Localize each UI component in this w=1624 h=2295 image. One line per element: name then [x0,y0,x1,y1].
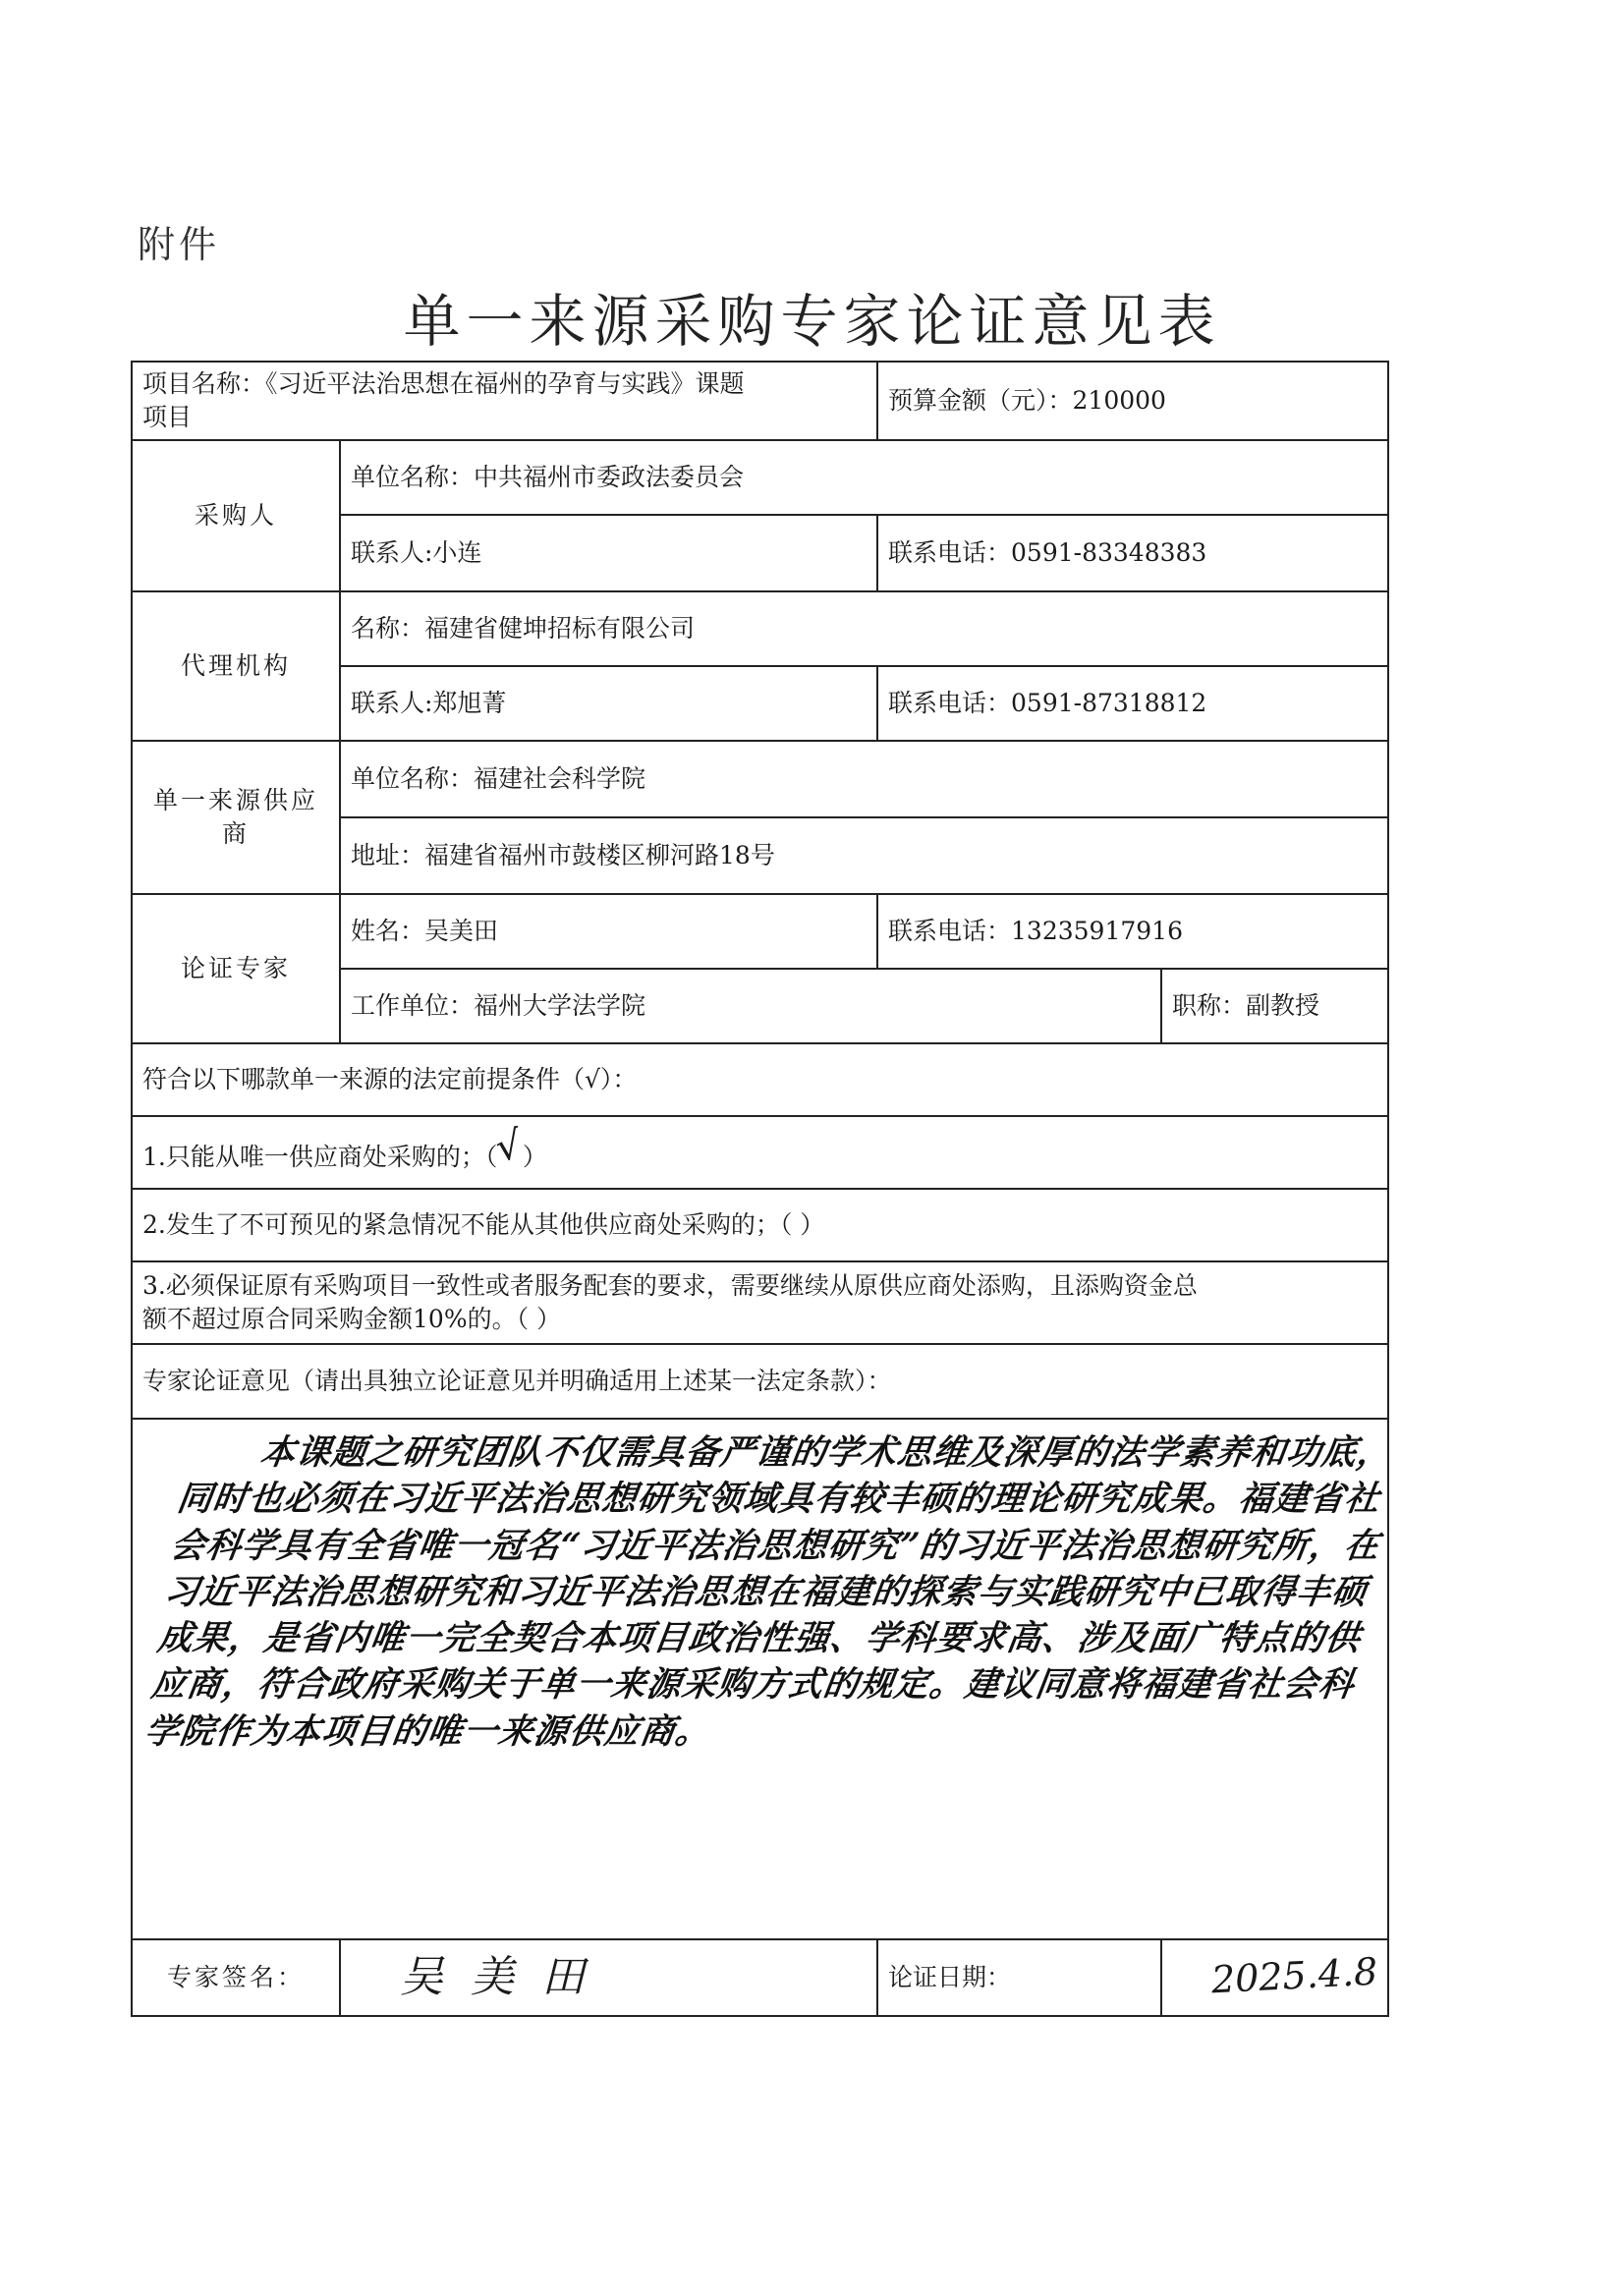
conditions-header: 符合以下哪款单一来源的法定前提条件（√）： [132,1043,1388,1116]
attachment-label: 附件 [138,223,221,266]
purchaser-unit: 单位名称：中共福州市委政法委员会 [340,440,1388,515]
agency-label: 代理机构 [132,591,340,741]
date-label: 论证日期： [877,1939,1161,2016]
date-cell [1161,1939,1388,2016]
agency-name: 名称：福建省健坤招标有限公司 [340,591,1388,666]
purchaser-phone: 联系电话：0591-83348383 [877,515,1388,591]
condition-3: 3.必须保证原有采购项目一致性或者服务配套的要求，需要继续从原供应商处添购，且添购资金总 额不超过原合同采购金额10%的。（ ） [132,1261,1388,1344]
purchaser-contact: 联系人:小连 [340,515,877,591]
condition-1: 1.只能从唯一供应商处采购的；（√） [132,1116,1388,1189]
opinion-header: 专家论证意见（请出具独立论证意见并明确适用上述某一法定条款）： [132,1344,1388,1419]
expert-workplace: 工作单位：福州大学法学院 [340,969,1161,1043]
expert-name: 姓名：吴美田 [340,894,877,969]
opinion-text: 本课题之研究团队不仅需具备严谨的学术思维及深厚的法学素养和功底，同时也必须在习近平法治思想研究领域具有较丰硕的理论研究成果。福建省社会科学具有全省唯一冠名“习近平法治思想研究”的习近平法治思想研究所，在习近平法治思想研究和习近平法治思想在福建的探索与实践研究中已取得丰硕成果，是省内唯一完全契合本项目政治性强、学科要求高、涉及面广特点的供应商，符合政府采购关于单一来源采购方式的规定。建议同意将福建省社会科学院作为本项目的唯一来源供应商。 [95,1419,1426,1939]
supplier-unit: 单位名称：福建社会科学院 [340,741,1388,817]
condition-2: 2.发生了不可预见的紧急情况不能从其他供应商处采购的；（ ） [132,1189,1388,1261]
supplier-address: 地址：福建省福州市鼓楼区柳河路18号 [340,817,1388,894]
purchaser-label: 采购人 [132,440,340,591]
page-title: 单一来源采购专家论证意见表 [403,288,1221,355]
check-mark: √ [492,1122,526,1171]
agency-phone: 联系电话：0591-87318812 [877,666,1388,741]
expert-opinion-form [131,361,1396,2017]
date-value: 2025.4.8 [1209,1949,1379,2002]
project-row [132,362,1388,440]
budget-amount: 预算金额（元）：210000 [877,362,1388,440]
project-name: 项目名称：《习近平法治思想在福州的孕育与实践》课题 项目 [132,362,877,440]
signature-label: 专家签名： [132,1939,340,2016]
agency-contact: 联系人:郑旭菁 [340,666,877,741]
expert-label: 论证专家 [132,894,340,1043]
expert-phone: 联系电话：13235917916 [877,894,1388,969]
expert-signature: 吴美田 [340,1939,877,2016]
expert-title: 职称：副教授 [1161,969,1388,1043]
supplier-label: 单一来源供应商 [132,741,340,894]
